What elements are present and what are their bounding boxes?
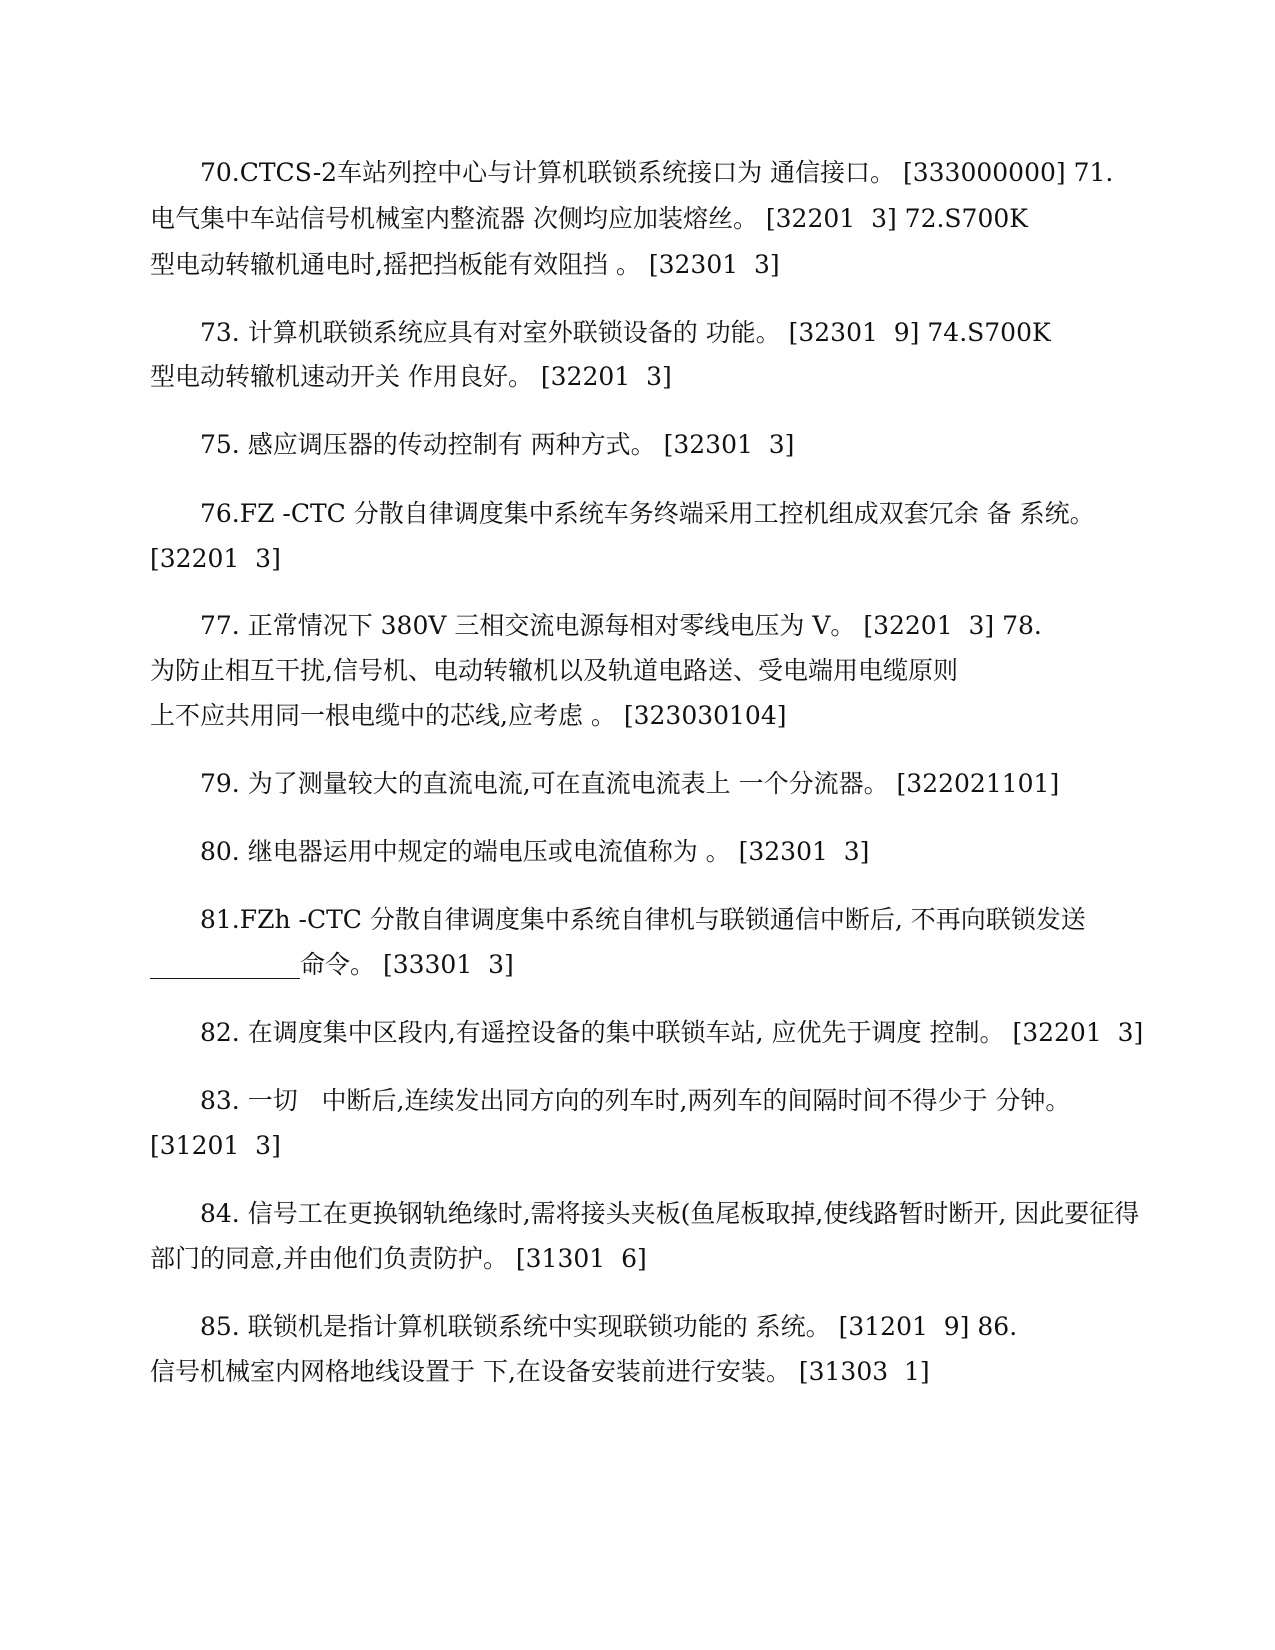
text-line: 84. 信号工在更换钢轨绝缘时,需将接头夹板(鱼尾板取掉,使线路暂时断开, 因此要征得 — [200, 1199, 1140, 1228]
text-line: 77. 正常情况下 380V 三相交流电源每相对零线电压为 V。 [32201 3] 78. — [200, 611, 1042, 640]
text-line: 79. 为了测量较大的直流电流,可在直流电流表上 一个分流器。 [322021101] — [200, 769, 1060, 798]
text-line: 电气集中车站信号机械室内整流器 次侧均应加装熔丝。 [32201 3] 72.S700K — [150, 204, 1028, 233]
text-line: 85. 联锁机是指计算机联锁系统中实现联锁功能的 系统。 [31201 9] 86. — [200, 1312, 1018, 1341]
text-line: 73. 计算机联锁系统应具有对室外联锁设备的 功能。 [32301 9] 74.S700K — [200, 318, 1051, 347]
text-line: 82. 在调度集中区段内,有遥控设备的集中联锁车站, 应优先于调度 控制。 [32201 3] — [200, 1018, 1144, 1047]
text-line: 75. 感应调压器的传动控制有 两种方式。 [32301 3] — [200, 430, 795, 459]
text-line: 型电动转辙机通电时,摇把挡板能有效阻挡 。 [32301 3] — [150, 250, 780, 279]
text-line: 80. 继电器运用中规定的端电压或电流值称为 。 [32301 3] — [200, 837, 870, 866]
text-line: 83. 一切 中断后,连续发出同方向的列车时,两列车的间隔时间不得少于 分钟。 — [200, 1086, 1071, 1115]
text-line: ____________命令。 [33301 3] — [150, 950, 514, 979]
text-line: 上不应共用同一根电缆中的芯线,应考虑 。 [323030104] — [150, 701, 787, 730]
text-line: 部门的同意,并由他们负责防护。 [31301 6] — [150, 1244, 647, 1273]
text-line: 为防止相互干扰,信号机、电动转辙机以及轨道电路送、受电端用电缆原则 — [150, 656, 958, 685]
text-line: 信号机械室内网格地线设置于 下,在设备安装前进行安装。 [31303 1] — [150, 1357, 930, 1386]
text-line: 76.FZ -CTC 分散自律调度集中系统车务终端采用工控机组成双套冗余 备 系统。 — [200, 499, 1095, 528]
text-line: 型电动转辙机速动开关 作用良好。 [32201 3] — [150, 362, 672, 391]
text-line: 81.FZh -CTC 分散自律调度集中系统自律机与联锁通信中断后, 不再向联锁发送 — [200, 905, 1086, 934]
text-line: 70.CTCS-2车站列控中心与计算机联锁系统接口为 通信接口。 [333000000] 71. — [200, 158, 1114, 187]
text-line: [31201 3] — [150, 1131, 281, 1160]
text-line: [32201 3] — [150, 544, 281, 573]
